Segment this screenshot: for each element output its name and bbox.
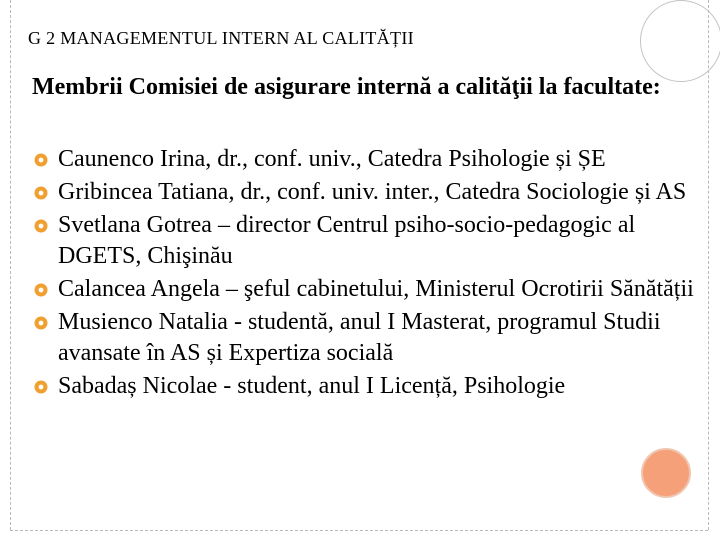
member-text: Musienco Natalia - studentă, anul I Masterat, programul Studii avansate în AS și Expertiza socială xyxy=(58,309,661,366)
orange-disc-bullet-icon xyxy=(34,316,48,330)
orange-disc-bullet-icon xyxy=(34,186,48,200)
list-item xyxy=(32,274,712,305)
member-text: Gribincea Tatiana, dr., conf. univ. inter., Catedra Sociologie și AS xyxy=(58,179,687,205)
list-item xyxy=(32,307,712,369)
list-item xyxy=(32,210,712,272)
members-list xyxy=(32,144,712,404)
orange-disc-bullet-icon xyxy=(34,380,48,394)
list-item xyxy=(32,144,712,175)
list-item xyxy=(32,371,712,402)
decorative-ring xyxy=(640,0,720,82)
slide-heading: Membrii Comisiei de asigurare internă a calităţii la facultate: xyxy=(32,74,661,100)
member-text: Svetlana Gotrea – director Centrul psiho-socio-pedagogic al DGETS, Chişinău xyxy=(58,212,636,269)
orange-disc-bullet-icon xyxy=(34,283,48,297)
orange-disc-bullet-icon xyxy=(34,153,48,167)
orange-disc-bullet-icon xyxy=(34,219,48,233)
decorative-orange-dot xyxy=(641,448,691,498)
member-text: Calancea Angela – şeful cabinetului, Ministerul Ocrotirii Sănătății xyxy=(58,276,694,302)
slide-frame-left xyxy=(10,0,11,530)
member-text: Caunenco Irina, dr., conf. univ., Catedra Psihologie și ȘE xyxy=(58,146,606,172)
slide-header: G 2 MANAGEMENTUL INTERN AL CALITĂȚII xyxy=(28,28,414,48)
slide-frame-bottom xyxy=(10,530,708,531)
list-item xyxy=(32,177,712,208)
member-text: Sabadaș Nicolae - student, anul I Licență, Psihologie xyxy=(58,373,566,399)
